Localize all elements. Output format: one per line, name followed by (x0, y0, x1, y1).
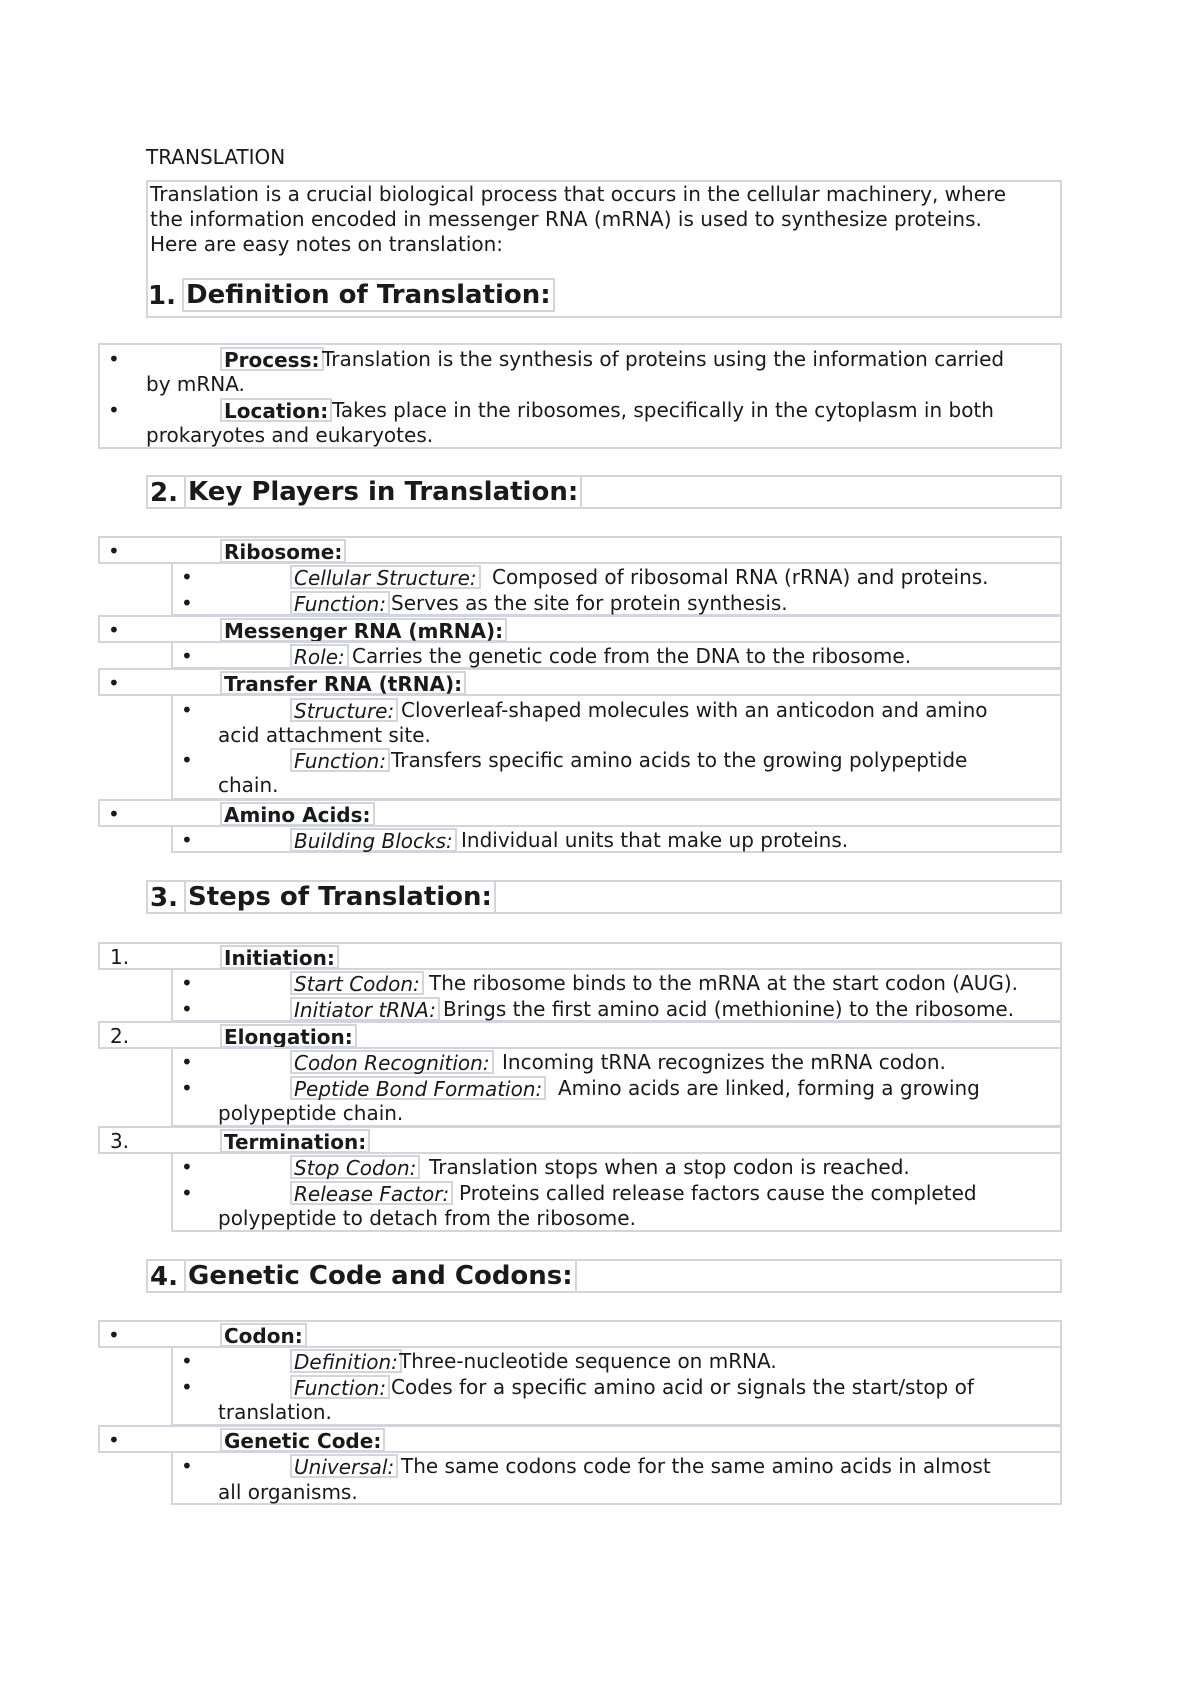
sub-list-item-continuation (173, 1400, 1060, 1426)
item-label: Ribosome: (220, 539, 346, 563)
document-title: TRANSLATION (146, 145, 286, 169)
bullet: • (181, 1349, 193, 1373)
section-1-heading (146, 280, 1062, 314)
section-title: Genetic Code and Codons: (184, 1259, 577, 1293)
list-item (100, 398, 1060, 424)
bullet: • (108, 347, 120, 371)
item-label: Process: (220, 347, 324, 371)
item-text: Individual units that make up proteins. (461, 828, 849, 852)
item-text: Takes place in the ribosomes, specifically in the cytoplasm in both (332, 398, 994, 422)
sub-list-item (173, 748, 1060, 774)
list-item (98, 615, 1062, 643)
item-text: chain. (218, 773, 279, 797)
sub-list-item-continuation (173, 1101, 1060, 1127)
intro-line: Translation is a crucial biological process that occurs in the cellular machinery, where (150, 182, 1007, 206)
sub-list (171, 1346, 1062, 1426)
bullet: • (181, 1155, 193, 1179)
bullet: • (181, 1375, 193, 1399)
list-item (98, 1320, 1062, 1348)
sub-list-item (173, 644, 1060, 670)
item-text: Translation is the synthesis of proteins using the information carried (322, 347, 1005, 371)
item-label: Stop Codon: (290, 1155, 420, 1179)
list-item-continuation (100, 423, 1060, 449)
sub-list-item (173, 828, 1060, 854)
item-text: Carries the genetic code from the DNA to the ribosome. (352, 644, 912, 668)
bullet: • (181, 1050, 193, 1074)
sub-list-item-continuation (173, 1480, 1060, 1506)
item-label: Codon Recognition: (290, 1050, 494, 1074)
sub-list (171, 1451, 1062, 1505)
sub-list (171, 968, 1062, 1022)
list-item (98, 536, 1062, 564)
sub-list-item-continuation (173, 773, 1060, 799)
item-text: Serves as the site for protein synthesis. (391, 591, 788, 615)
section-3-heading (146, 880, 1062, 914)
list-item (98, 799, 1062, 827)
item-label: Role: (290, 644, 349, 668)
bullet: • (108, 539, 120, 563)
item-label: Building Blocks: (290, 828, 457, 852)
bullet: • (181, 1454, 193, 1478)
item-label: Initiation: (220, 945, 339, 969)
item-text: Translation stops when a stop codon is reached. (429, 1155, 910, 1179)
bullet: • (181, 997, 193, 1021)
bullet: • (108, 671, 120, 695)
list-item (98, 1425, 1062, 1453)
item-text: Cloverleaf-shaped molecules with an anticodon and amino (401, 698, 988, 722)
item-text: Brings the first amino acid (methionine) to the ribosome. (443, 997, 1015, 1021)
item-text: acid attachment site. (218, 723, 431, 747)
item-label: Genetic Code: (220, 1428, 385, 1452)
bullet: • (181, 1181, 193, 1205)
item-text: The ribosome binds to the mRNA at the start codon (AUG). (429, 971, 1019, 995)
intro-paragraph (150, 182, 1060, 257)
item-text: Amino acids are linked, forming a growing (558, 1076, 980, 1100)
sub-list-item (173, 1349, 1060, 1375)
item-label: Universal: (290, 1454, 398, 1478)
bullet: • (181, 828, 193, 852)
item-text: prokaryotes and eukaryotes. (146, 423, 434, 447)
bullet: • (181, 591, 193, 615)
section-1-list (98, 343, 1062, 449)
list-item (98, 1021, 1062, 1049)
item-label: Start Codon: (290, 971, 424, 995)
item-text: by mRNA. (146, 372, 245, 396)
item-text: polypeptide to detach from the ribosome. (218, 1206, 636, 1230)
sub-list-item (173, 1076, 1060, 1102)
bullet: • (108, 1323, 120, 1347)
sub-list-item (173, 971, 1060, 997)
list-item-continuation (100, 372, 1060, 398)
section-2-heading (146, 475, 1062, 509)
section-number: 2. (150, 478, 178, 508)
item-text: Proteins called release factors cause the completed (459, 1181, 977, 1205)
item-text: Incoming tRNA recognizes the mRNA codon. (502, 1050, 946, 1074)
sub-list (171, 825, 1062, 853)
item-text: all organisms. (218, 1480, 358, 1504)
section-number: 3. (150, 883, 178, 913)
item-text: The same codons code for the same amino acids in almost (401, 1454, 991, 1478)
item-text: translation. (218, 1400, 332, 1424)
bullet: • (181, 698, 193, 722)
item-text: Composed of ribosomal RNA (rRNA) and proteins. (492, 565, 989, 589)
sub-list-item (173, 1155, 1060, 1181)
sub-list (171, 1047, 1062, 1127)
item-label: Release Factor: (290, 1181, 453, 1205)
section-title: Key Players in Translation: (184, 475, 582, 509)
item-label: Function: (290, 748, 390, 772)
item-label: Messenger RNA (mRNA): (220, 618, 507, 642)
sub-list-item (173, 1454, 1060, 1480)
sub-list (171, 1152, 1062, 1232)
item-label: Amino Acids: (220, 802, 375, 826)
bullet: • (181, 1076, 193, 1100)
item-label: Cellular Structure: (290, 565, 481, 589)
list-item (100, 347, 1060, 373)
sub-list-item-continuation (173, 1206, 1060, 1232)
item-label: Function: (290, 1375, 390, 1399)
item-label: Structure: (290, 698, 398, 722)
list-item (98, 1126, 1062, 1154)
section-number: 4. (150, 1262, 178, 1292)
item-label: Peptide Bond Formation: (290, 1076, 546, 1100)
section-number: 1. (148, 281, 176, 311)
item-label: Elongation: (220, 1024, 357, 1048)
bullet: • (108, 398, 120, 422)
item-label: Termination: (220, 1129, 370, 1153)
item-label: Function: (290, 591, 390, 615)
sub-list (171, 694, 1062, 800)
sub-list-item (173, 698, 1060, 724)
item-label: Codon: (220, 1323, 307, 1347)
item-text: Transfers specific amino acids to the growing polypeptide (391, 748, 968, 772)
list-number: 2. (110, 1024, 130, 1048)
item-text: polypeptide chain. (218, 1101, 404, 1125)
list-number: 1. (110, 945, 130, 969)
item-label: Location: (220, 398, 332, 422)
section-title: Steps of Translation: (184, 880, 496, 914)
sub-list-item-continuation (173, 723, 1060, 749)
section-title: Definition of Translation: (182, 278, 555, 312)
sub-list-item (173, 1181, 1060, 1207)
bullet: • (181, 644, 193, 668)
sub-list-item (173, 997, 1060, 1023)
bullet: • (108, 618, 120, 642)
bullet: • (181, 971, 193, 995)
bullet: • (181, 565, 193, 589)
sub-list-item (173, 1050, 1060, 1076)
sub-list-item (173, 565, 1060, 591)
list-item (98, 942, 1062, 970)
bullet: • (108, 802, 120, 826)
item-text: Codes for a specific amino acid or signals the start/stop of (391, 1375, 974, 1399)
item-label: Transfer RNA (tRNA): (220, 671, 466, 695)
bullet: • (108, 1428, 120, 1452)
list-number: 3. (110, 1129, 130, 1153)
sub-list-item (173, 591, 1060, 617)
intro-line: Here are easy notes on translation: (150, 232, 504, 256)
bullet: • (181, 748, 193, 772)
intro-line: the information encoded in messenger RNA (mRNA) is used to synthesize proteins. (150, 207, 982, 231)
item-label: Definition: (290, 1349, 402, 1373)
list-item (98, 668, 1062, 696)
item-text: Three-nucleotide sequence on mRNA. (399, 1349, 777, 1373)
sub-list-item (173, 1375, 1060, 1401)
sub-list (171, 641, 1062, 669)
sub-list (171, 562, 1062, 616)
section-4-heading (146, 1259, 1062, 1293)
item-label: Initiator tRNA: (290, 997, 440, 1021)
